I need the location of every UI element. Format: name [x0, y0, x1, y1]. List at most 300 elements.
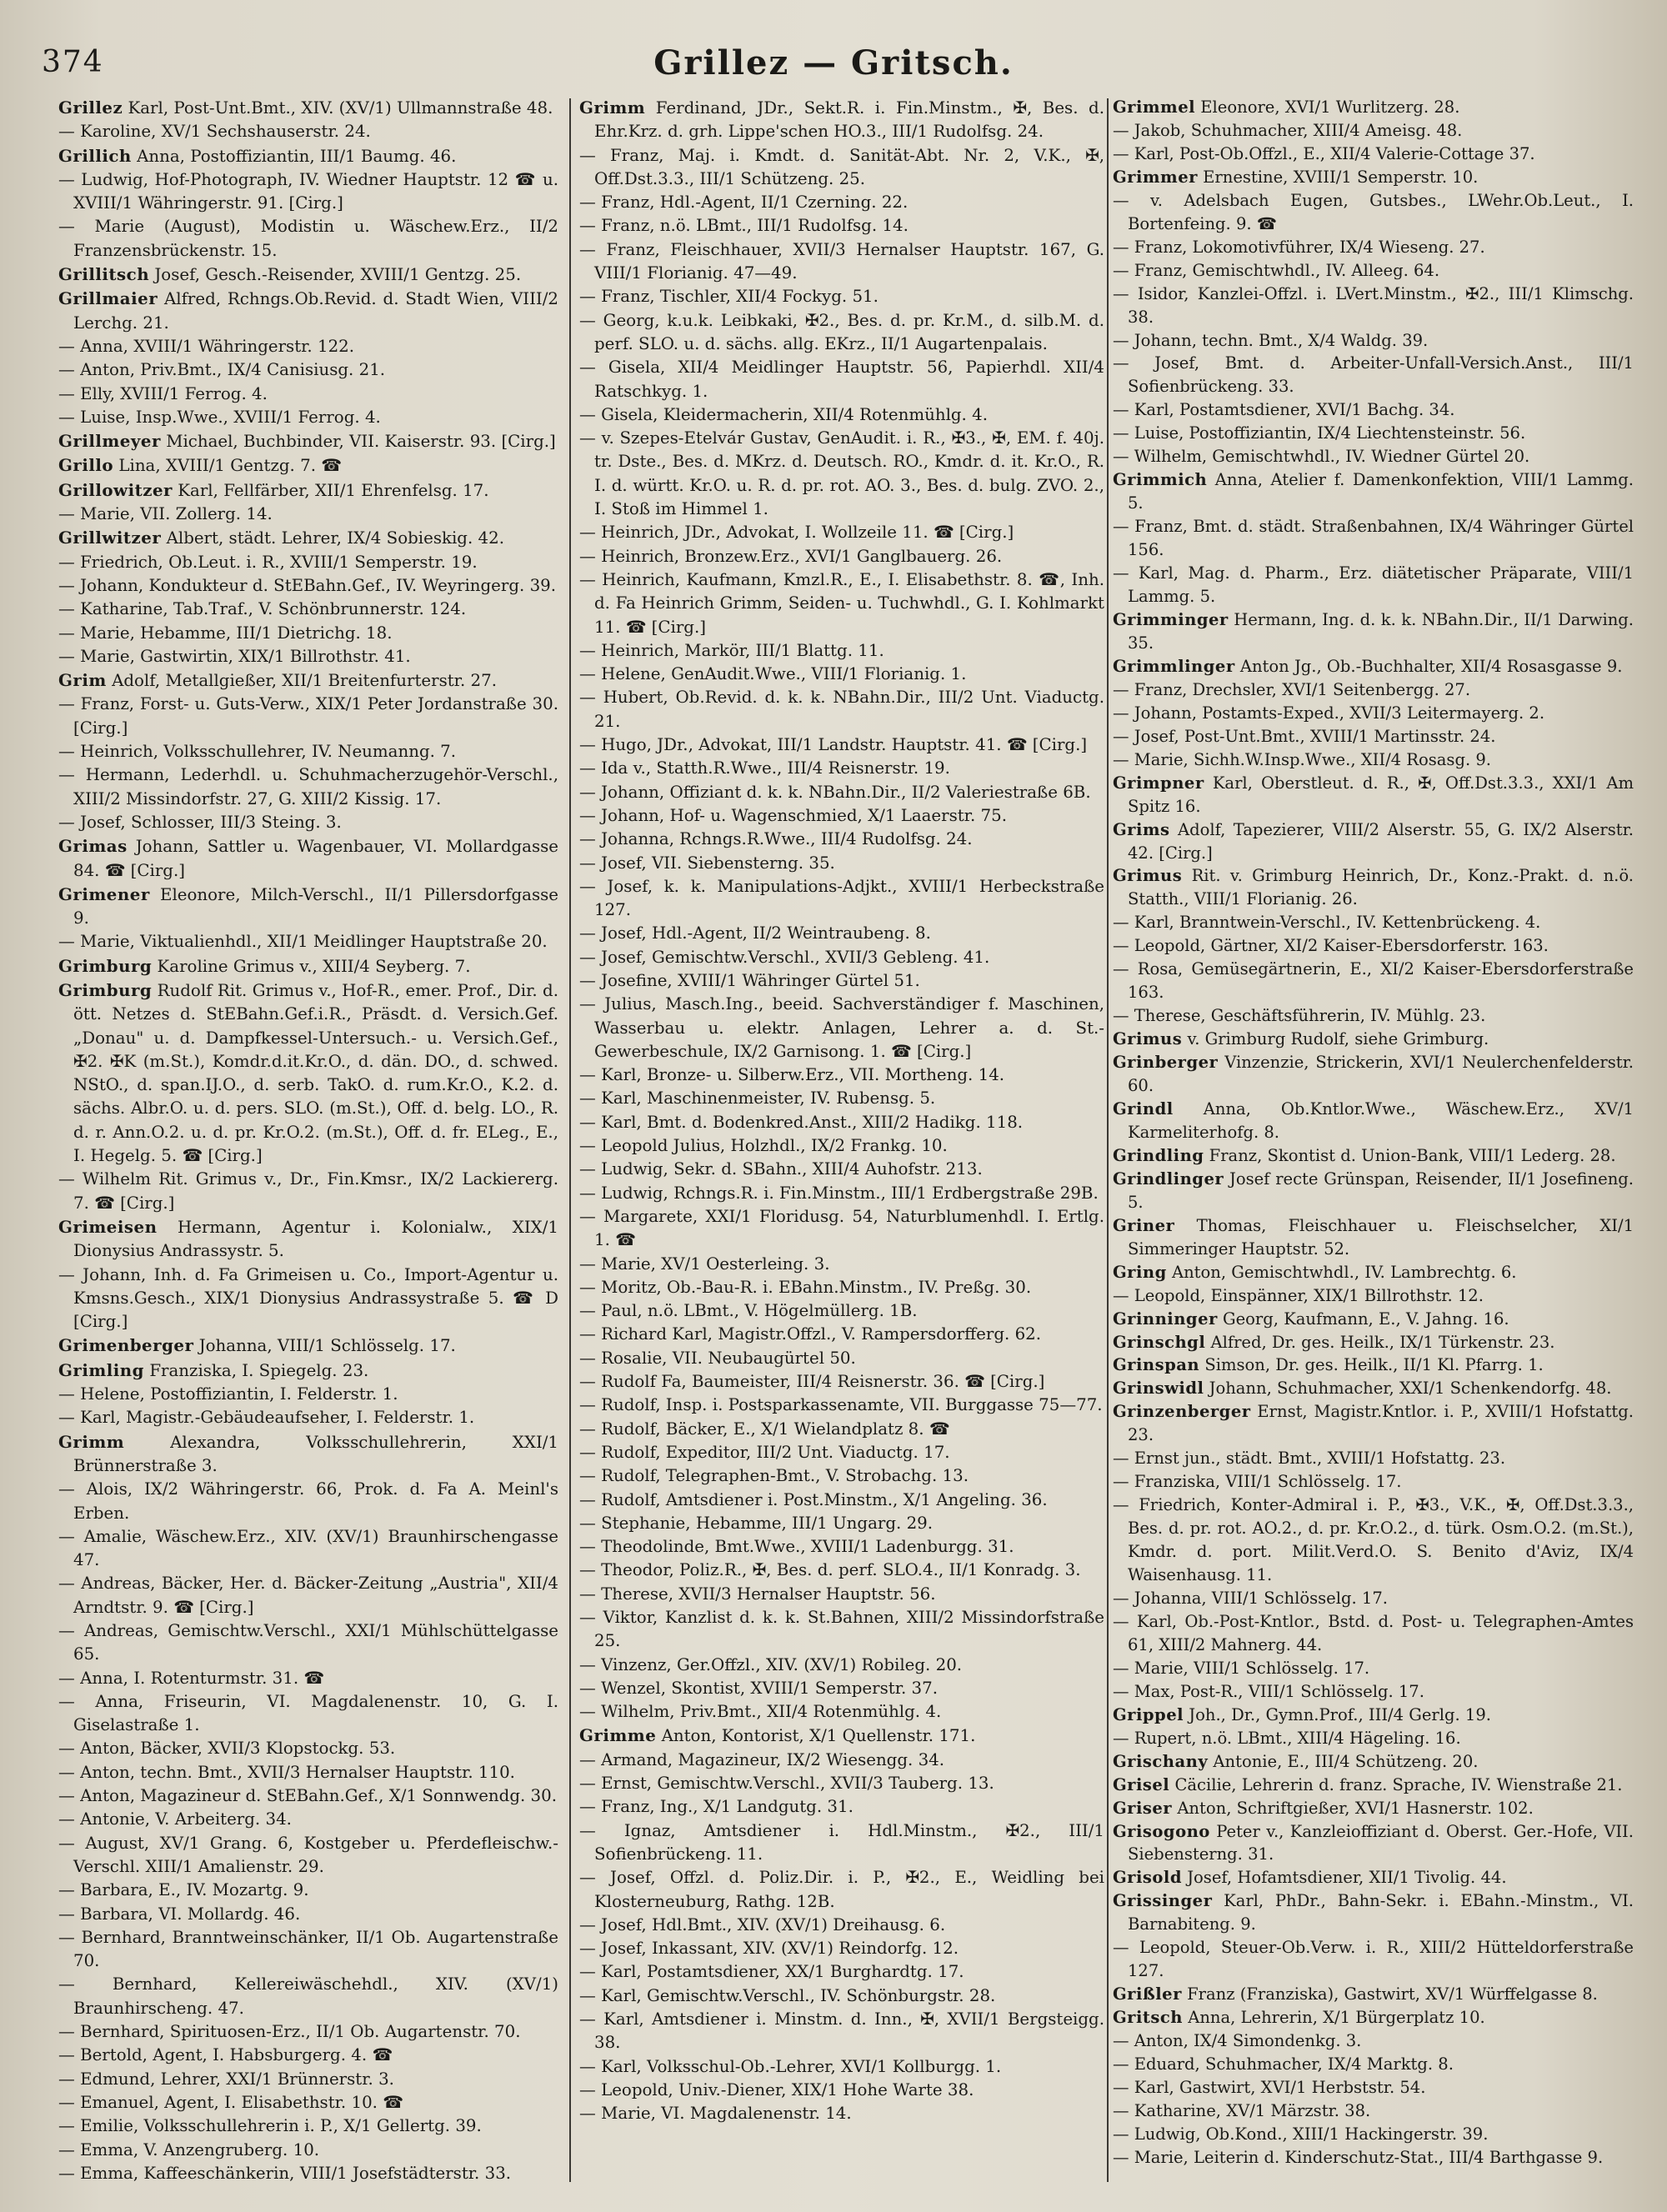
directory-entry: [58, 1406, 558, 1429]
entry-surname: Grinninger: [1113, 1309, 1218, 1329]
directory-entry: [1113, 1051, 1634, 1098]
entry-text: — Bernhard, Spirituosen-Erz., II/1 Ob. Augartenstr. 70.: [58, 2022, 521, 2042]
directory-entry: [58, 263, 558, 287]
entry-text: Anton Jg., Ob.-Buchhalter, XII/4 Rosasgasse 9.: [1239, 656, 1623, 676]
directory-entry: [579, 285, 1104, 308]
entry-text: — Karl, Volksschul-Ob.-Lehrer, XVI/1 Kollburgg. 1.: [579, 2056, 1002, 2076]
directory-entry: [579, 1182, 1104, 1205]
directory-entry: [58, 645, 558, 668]
directory-entry: [1113, 1447, 1634, 1470]
directory-entry: [579, 1960, 1104, 1984]
entry-text: Adolf, Metallgießer, XII/1 Breitenfurterstr. 27.: [112, 671, 497, 691]
directory-entry: [1113, 655, 1634, 678]
entry-text: Anna, Lehrerin, X/1 Bürgerplatz 10.: [1188, 2008, 1485, 2028]
directory-entry: [1113, 1680, 1634, 1704]
entry-surname: Grimm: [58, 1431, 125, 1452]
entry-text: — Marie, VII. Zollerg. 14.: [58, 504, 273, 524]
directory-entry: [1113, 1704, 1634, 1727]
directory-entry: [1113, 445, 1634, 468]
entry-text: — Georg, k.u.k. Leibkaki, ✠2., Bes. d. pr. Kr.M., d. silb.M. d. perf. SLO. u. d. sächs. allg. EKrz., II/1 Augartenpalais.: [579, 310, 1104, 353]
column-left: [58, 96, 558, 2196]
entry-text: — Karl, Mag. d. Pharm., Erz. diätetischer Präparate, VIII/1 Lammg. 5.: [1113, 563, 1634, 607]
directory-entry: [1113, 1028, 1634, 1051]
entry-surname: Grillwitzer: [58, 528, 162, 548]
directory-entry: [58, 1264, 558, 1334]
directory-entry: [1113, 562, 1634, 608]
entry-text: — Josef, Offzl. d. Poliz.Dir. i. P., ✠2., E., Weidling bei Klosterneuburg, Rathg. 12B.: [579, 1868, 1104, 1911]
entry-text: — Franz, Drechsler, XVI/1 Seitenbergg. 27.: [1113, 679, 1471, 699]
entry-text: — Wenzel, Skontist, XVIII/1 Semperstr. 37.: [579, 1678, 939, 1698]
entry-surname: Grim: [58, 670, 107, 691]
entry-text: — Ludwig, Sekr. d. SBahn., XIII/4 Auhofstr. 213.: [579, 1159, 983, 1179]
directory-entry: [579, 2055, 1104, 2079]
directory-entry: [1113, 2029, 1634, 2053]
entry-text: — Rudolf, Amtsdiener i. Post.Minstm., X/1 Angeling. 36.: [579, 1489, 1048, 1509]
directory-entry: [58, 598, 558, 621]
directory-entry: [1113, 96, 1634, 119]
directory-entry: [579, 1323, 1104, 1346]
entry-text: — Anton, techn. Bmt., XVII/3 Hernalser Hauptstr. 110.: [58, 1762, 515, 1782]
directory-entry: [1113, 1750, 1634, 1774]
entry-surname: Grimus: [1113, 866, 1183, 886]
entry-text: — Armand, Magazineur, IX/2 Wiesengg. 34.: [579, 1749, 945, 1769]
directory-entry: [58, 834, 558, 883]
directory-entry: [58, 1430, 558, 1479]
directory-entry: [579, 1134, 1104, 1158]
entry-text: — Luise, Postoffiziantin, IX/4 Liechtensteinstr. 56.: [1113, 423, 1526, 443]
directory-entry: [58, 335, 558, 358]
directory-entry: [579, 1535, 1104, 1559]
entry-text: — Franziska, VIII/1 Schlösselg. 17.: [1113, 1472, 1402, 1492]
directory-entry: [58, 144, 558, 168]
entry-text: Johann, Sattler u. Wagenbauer, VI. Mollardgasse 84. ☎ [Cirg.]: [73, 837, 558, 880]
entry-text: — Franz, Forst- u. Guts-Verw., XIX/1 Peter Jordanstraße 30. [Cirg.]: [58, 694, 558, 738]
directory-entry: [58, 1334, 558, 1358]
directory-entry: [58, 478, 558, 503]
entry-text: — Anna, I. Rotenturmstr. 31. ☎: [58, 1668, 325, 1688]
entry-text: — Rudolf, Expeditor, III/2 Unt. Viaductg. 17.: [579, 1442, 950, 1462]
entry-text: — Franz, Gemischtwhdl., IV. Allееg. 64.: [1113, 260, 1440, 280]
entry-surname: Grimmlinger: [1113, 656, 1235, 676]
entry-text: — Franz, Hdl.-Agent, II/1 Czerning. 22.: [579, 193, 909, 213]
directory-entry: [1113, 259, 1634, 283]
entry-text: Anna, Atelier f. Damenkonfektion, VIII/1 Lammg. 5.: [1128, 470, 1634, 513]
entry-surname: Grindlinger: [1113, 1169, 1224, 1189]
entry-text: — Katharine, XV/1 Märzstr. 38.: [1113, 2100, 1371, 2120]
entry-text: — Leopold, Gärtner, XI/2 Kaiser-Ebersdorferstr. 163.: [1113, 936, 1549, 956]
directory-entry: [579, 1984, 1104, 2008]
entry-surname: Grinswidl: [1113, 1379, 1204, 1399]
entry-text: — Emma, V. Anzengruberg. 10.: [58, 2139, 320, 2159]
entry-text: Alexandra, Volksschullehrerin, XXI/1 Brünnerstraße 3.: [73, 1432, 558, 1475]
entry-surname: Grimenberger: [58, 1335, 194, 1356]
entry-text: — Karl, Amtsdiener i. Minstm. d. Inn., ✠, XVII/1 Bergsteigg. 38.: [579, 2009, 1104, 2053]
entry-surname: Grinberger: [1113, 1053, 1219, 1073]
entry-text: — Anton, Magazineur d. StEBahn.Gef., X/1 Sonnwendg. 30.: [58, 1786, 558, 1806]
entry-text: Eleonore, Milch-Verschl., II/1 Pillersdorfgasse 9.: [73, 884, 558, 928]
directory-entry: [58, 668, 558, 693]
entry-text: Johanna, VIII/1 Schlösselg. 17.: [198, 1336, 456, 1356]
directory-entry: [579, 757, 1104, 780]
entry-surname: Grillo: [58, 455, 114, 476]
directory-entry: [1113, 1144, 1634, 1168]
directory-entry: [579, 2008, 1104, 2055]
entry-text: Cäcilie, Lehrerin d. franz. Sprache, IV. Wienstraße 21.: [1174, 1774, 1623, 1794]
directory-entry: [58, 383, 558, 406]
directory-entry: [1113, 1587, 1634, 1610]
entry-text: Karl, Fellfärber, XII/1 Ehrenfelsg. 17.: [178, 480, 489, 500]
entry-surname: Grinspan: [1113, 1355, 1200, 1375]
directory-entry: [58, 740, 558, 763]
entry-text: — Rudolf, Telegraphen-Bmt., V. Strobachg. 13.: [579, 1466, 969, 1486]
entry-surname: Gritsch: [1113, 2008, 1183, 2028]
directory-entry: [58, 2044, 558, 2067]
directory-entry: [1113, 1494, 1634, 1587]
directory-entry: [58, 526, 558, 550]
entry-surname: Grimburg: [58, 979, 153, 1000]
entry-text: Franz (Franziska), Gastwirt, XV/1 Würffelgasse 8.: [1187, 1984, 1598, 2004]
directory-entry: [58, 1215, 558, 1264]
entry-text: Lina, XVIII/1 Gentzg. 7. ☎: [118, 456, 342, 476]
entry-text: — Karl, Magistr.-Gebäudeaufseher, I. Felderstr. 1.: [58, 1408, 475, 1428]
entry-text: — Julius, Masch.Ing., beeid. Sachverständiger f. Maschinen, Wasserbau u. elektr. Anlagen, Lehrer a. d. St.-Gewerbeschule, IX/2 Garnisong. 1. ☎ [Cirg.]: [579, 994, 1104, 1061]
directory-entry: [1113, 1936, 1634, 1983]
entry-text: Ferdinand, JDr., Sekt.R. i. Fin.Minstm., ✠, Bes. d. Ehr.Krz. d. grh. Lippe'schen HO.3., III/1 Rudolfsg. 24.: [594, 98, 1104, 142]
entry-text: Simson, Dr. ges. Heilk., II/1 Kl. Pfarrg. 1.: [1204, 1355, 1544, 1375]
entry-text: — Rudolf, Insp. i. Postsparkassenamte, VII. Burggasse 75—77.: [579, 1395, 1103, 1415]
directory-entry: [1113, 1098, 1634, 1144]
entry-text: — Hugo, JDr., Advokat, III/1 Landstr. Hauptstr. 41. ☎ [Cirg.]: [579, 735, 1088, 755]
entry-surname: Grißler: [1113, 1984, 1182, 2004]
directory-entry: [58, 2114, 558, 2138]
entry-text: — Heinrich, JDr., Advokat, I. Wollzeile 11. ☎ [Cirg.]: [579, 523, 1014, 543]
directory-entry: [579, 804, 1104, 828]
directory-entry: [1113, 468, 1634, 515]
entry-surname: Griner: [1113, 1215, 1175, 1235]
directory-entry: [579, 1253, 1104, 1276]
directory-entry: [1113, 1866, 1634, 1889]
entry-text: — Therese, XVII/3 Hernalser Hauptstr. 56.: [579, 1584, 936, 1604]
directory-entry: [58, 1168, 558, 1215]
directory-entry: [1113, 1657, 1634, 1680]
directory-entry: [579, 545, 1104, 568]
directory-entry: [579, 1583, 1104, 1606]
entry-text: — Karl, Branntwein-Verschl., IV. Kettenbrückeng. 4.: [1113, 913, 1541, 933]
entry-text: — Heinrich, Bronzew.Erz., XVI/1 Ganglbauerg. 26.: [579, 546, 1003, 566]
directory-entry: [58, 2091, 558, 2114]
entry-text: — Johann, Kondukteur d. StEBahn.Gef., IV. Weyringerg. 39.: [58, 575, 557, 595]
entry-text: — Ernst, Gemischtw.Verschl., XVII/3 Tauberg. 13.: [579, 1774, 994, 1794]
entry-text: — Vinzenz, Ger.Offzl., XIV. (XV/1) Robileg. 20.: [579, 1654, 963, 1674]
directory-entry: [1113, 422, 1634, 445]
entry-text: — Andreas, Bäcker, Her. d. Bäcker-Zeitung „Austria", XII/4 Arndtstr. 9. ☎ [Cirg.]: [58, 1574, 558, 1617]
entry-text: — Ludwig, Ob.Kond., XIII/1 Hackingerstr. 39.: [1113, 2124, 1489, 2144]
entry-text: — Barbara, VI. Mollardg. 46.: [58, 1904, 301, 1924]
directory-entry: [1113, 1889, 1634, 1936]
directory-entry: [1113, 1168, 1634, 1214]
entry-text: — Emilie, Volksschullehrerin i. P., X/1 Gellertg. 39.: [58, 2116, 482, 2136]
directory-entry: [579, 1111, 1104, 1134]
entry-text: — Rudolf Fa, Baumeister, III/4 Reisnerstr. 36. ☎ [Cirg.]: [579, 1372, 1045, 1392]
directory-entry: [579, 922, 1104, 945]
entry-text: — Stephanie, Hebamme, III/1 Ungarg. 29.: [579, 1513, 934, 1533]
directory-entry: [579, 1158, 1104, 1181]
entry-surname: Grindl: [1113, 1098, 1174, 1119]
entry-text: Peter v., Kanzleioffiziant d. Oberst. Ger.-Hofe, VII. Siebensterng. 31.: [1128, 1821, 1634, 1864]
directory-entry: [579, 1937, 1104, 1960]
entry-text: Eleonore, XVI/1 Wurlitzerg. 28.: [1200, 98, 1460, 117]
directory-entry: [1113, 772, 1634, 818]
entry-surname: Grimburg: [58, 955, 153, 976]
entry-text: — Anton, IX/4 Simondenkg. 3.: [1113, 2031, 1362, 2051]
directory-entry: [1113, 1261, 1634, 1284]
directory-entry: [58, 1359, 558, 1383]
directory-entry: [1113, 702, 1634, 725]
entry-surname: Grillmeyer: [58, 431, 161, 452]
entry-text: Ernestine, XVIII/1 Semperstr. 10.: [1203, 167, 1479, 187]
entry-surname: Gring: [1113, 1262, 1167, 1282]
directory-entry: [1113, 236, 1634, 259]
directory-entry: [1113, 2006, 1634, 2029]
entry-surname: Griser: [1113, 1798, 1173, 1818]
entry-text: — Paul, n.ö. LBmt., V. Högelmüllerg. 1B.: [579, 1301, 918, 1321]
directory-entry: [579, 521, 1104, 544]
directory-entry: [1113, 1610, 1634, 1657]
directory-entry: [579, 663, 1104, 686]
entry-text: Alfred, Dr. ges. Heilk., IX/1 Türkenstr. 23.: [1210, 1332, 1555, 1352]
entry-text: — Ludwig, Hof-Photograph, IV. Wiedner Hauptstr. 12 ☎ u. XVIII/1 Währingerstr. 91. [Cirg.]: [58, 169, 558, 213]
entry-text: Michael, Buchbinder, VII. Kaiserstr. 93. [Cirg.]: [166, 432, 556, 452]
entry-surname: Grimm: [579, 98, 646, 118]
directory-entry: [579, 1063, 1104, 1087]
directory-entry: [579, 2079, 1104, 2102]
entry-text: — Franz, n.ö. LBmt., III/1 Rudolfsg. 14.: [579, 216, 909, 236]
directory-entry: [58, 1832, 558, 1879]
directory-entry: [579, 403, 1104, 427]
entry-surname: Grissinger: [1113, 1891, 1213, 1911]
entry-text: — Karl, Bmt. d. Bodenkred.Anst., XIII/2 Hadikg. 118.: [579, 1112, 1024, 1132]
directory-entry: [58, 1667, 558, 1690]
entry-surname: Grippel: [1113, 1704, 1184, 1724]
entry-text: — Isidor, Kanzlei-Offzl. i. LVert.Minstm., ✠2., III/1 Klimschg. 38.: [1113, 283, 1634, 327]
entry-text: Rudolf Rit. Grimus v., Hof-R., emer. Prof., Dir. d. ött. Netzes d. StEBahn.Gef.i.R., Präsdt. d. Versich.Gef. „Donau" u. d. Dampfkessel-Untersuch.- u. Versich.Gef., ✠2. ✠K (m.St.), Komdr.d.it.Kr.O., d. dän. DO., d. schwed. NStO., d. span.IJ.O., d. serb. TakO. d. rum.Kr.O., K.2. d. sächs. Albr.O. u. d. pers. SLO. (m.St.), Off. d. belg. LO., R. d. r. Ann.O.2. u. d. pr. Kr.O.2. (m.St.), Off. d. fr. ELeg., E., I. Hegelg. 5. ☎ [Cirg.]: [73, 980, 558, 1166]
directory-entry: [58, 429, 558, 453]
entry-text: — Bernhard, Kellereiwäschehdl., XIV. (XV/1) Braunhirscheng. 47.: [58, 1974, 558, 2018]
entry-text: — Johann, Offiziant d. k. k. NBahn.Dir., II/2 Valeriestraße 6B.: [579, 782, 1091, 802]
directory-entry: [1113, 283, 1634, 329]
directory-entry: [58, 1973, 558, 2020]
page-number: 374: [42, 45, 104, 79]
entry-text: — Franz, Maj. i. Kmdt. d. Sanität-Abt. Nr. 2, V.K., ✠, Off.Dst.3.3., III/1 Schützeng. 25.: [579, 145, 1104, 188]
entry-text: Hermann, Ing. d. k. k. NBahn.Dir., II/1 Darwing. 35.: [1128, 609, 1634, 653]
entry-text: — Marie, Leiterin d. Kinderschutz-Stat., III/4 Barthgasse 9.: [1113, 2147, 1604, 2167]
entry-surname: Grillmaier: [58, 288, 158, 309]
entry-text: — Gisela, Kleidermacherin, XII/4 Rotenmühlg. 4.: [579, 404, 989, 424]
directory-entry: [58, 763, 558, 811]
directory-entry: [58, 2020, 558, 2044]
directory-entry: [58, 693, 558, 740]
directory-entry: [58, 811, 558, 834]
directory-entry: [579, 852, 1104, 875]
directory-entry: [579, 639, 1104, 663]
entry-text: Albert, städt. Lehrer, IX/4 Sobieskig. 42.: [166, 528, 504, 548]
directory-entry: [579, 1677, 1104, 1700]
entry-text: — v. Szepes-Etelvár Gustav, GenAudit. i. R., ✠3., ✠, EM. f. 40j. tr. Dste., Bes. d. MKrz. d. Deutsch. RO., Kmdr. d. it. Kr.O., R. I. d. württ. Kr.O. u. R. d. pr. rot. AO. 3., Bes. d. bulg. ZVO. 2., I. Stoß im Himmel 1.: [579, 428, 1104, 519]
entry-surname: Grillitsch: [58, 264, 150, 285]
entry-text: — Josef, VII. Siebensterng. 35.: [579, 853, 835, 873]
entry-text: Johann, Schuhmacher, XXI/1 Schenkendorfg. 48.: [1209, 1379, 1612, 1399]
entry-text: v. Grimburg Rudolf, siehe Grimburg.: [1187, 1029, 1489, 1049]
directory-entry: [58, 503, 558, 526]
directory-entry: [579, 96, 1104, 144]
directory-entry: [1113, 911, 1634, 934]
directory-entry: [1113, 119, 1634, 143]
entry-text: — Margarete, XXI/1 Floridusg. 54, Naturblumenhdl. I. Ertlg. 1. ☎: [579, 1206, 1104, 1250]
directory-entry: [579, 214, 1104, 238]
directory-entry: [58, 978, 558, 1168]
entry-text: — Marie, Hebamme, III/1 Dietrichg. 18.: [58, 623, 393, 643]
directory-entry: [579, 1205, 1104, 1253]
directory-entry: [579, 1700, 1104, 1724]
entry-text: Joh., Dr., Gymn.Prof., III/4 Gerlg. 19.: [1189, 1704, 1491, 1724]
directory-entry: [1113, 2099, 1634, 2123]
directory-entry: [1113, 818, 1634, 865]
directory-entry: [579, 1347, 1104, 1370]
directory-entry: [1113, 1797, 1634, 1820]
directory-entry: [1113, 1400, 1634, 1447]
directory-entry: [579, 1772, 1104, 1795]
entry-text: Anton, Gemischtwhdl., IV. Lambrechtg. 6.: [1171, 1262, 1517, 1282]
entry-surname: Grischany: [1113, 1751, 1209, 1771]
entry-text: — Johann, Postamts-Exped., XVII/3 Leitermayerg. 2.: [1113, 703, 1545, 723]
directory-entry: [58, 1572, 558, 1619]
entry-surname: Grisold: [1113, 1868, 1182, 1888]
directory-entry: [579, 1489, 1104, 1512]
directory-entry: [1113, 2053, 1634, 2076]
entry-surname: Grimling: [58, 1359, 145, 1380]
directory-entry: [58, 287, 558, 335]
entry-text: — Anton, Bäcker, XVII/3 Klopstockg. 53.: [58, 1739, 396, 1759]
entry-surname: Grimminger: [1113, 609, 1229, 629]
entry-text: — Eduard, Schuhmacher, IX/4 Marktg. 8.: [1113, 2054, 1454, 2074]
directory-entry: [579, 1441, 1104, 1464]
entry-text: — Jakob, Schuhmacher, XIII/4 Ameisg. 48.: [1113, 120, 1463, 140]
entry-text: — Marie, Sichh.W.Insp.Wwe., XII/4 Rosasg. 9.: [1113, 749, 1492, 769]
entry-text: Hermann, Agentur i. Kolonialw., XIX/1 Dionysius Andrassystr. 5.: [73, 1217, 558, 1261]
entry-text: — Franz, Ing., X/1 Landgutg. 31.: [579, 1797, 854, 1817]
entry-text: Karoline Grimus v., XIII/4 Seyberg. 7.: [157, 956, 471, 976]
entry-text: — Hermann, Lederhdl. u. Schuhmacherzugehör-Verschl., XIII/2 Missindorfstr. 27, G. XIII/2 Kissig. 17.: [58, 765, 558, 808]
entry-text: — Edmund, Lehrer, XXI/1 Brünnerstr. 3.: [58, 2069, 394, 2089]
directory-entry: [1113, 958, 1634, 1004]
entry-text: — Marie (August), Modistin u. Wäschew.Erz., II/2 Franzensbrückenstr. 15.: [58, 217, 558, 260]
running-head: Grillez — Gritsch.: [653, 43, 1014, 83]
directory-entry: [58, 1784, 558, 1808]
directory-entry: [1113, 398, 1634, 422]
entry-text: — Karl, Postamtsdiener, XVI/1 Bachg. 34.: [1113, 400, 1455, 420]
entry-surname: Grimus: [1113, 1029, 1183, 1049]
entry-text: — Josefine, XVIII/1 Währinger Gürtel 51.: [579, 970, 920, 990]
entry-surname: Grimas: [58, 836, 128, 857]
entry-text: — Katharine, Tab.Traf., V. Schönbrunnerstr. 124.: [58, 599, 467, 619]
entry-text: — Richard Karl, Magistr.Offzl., V. Rampersdorfferg. 62.: [579, 1324, 1042, 1344]
entry-text: Anton, Kontorist, X/1 Quellenstr. 171.: [661, 1726, 976, 1746]
directory-entry: [58, 551, 558, 574]
entry-text: — Bertold, Agent, I. Habsburgerg. 4. ☎: [58, 2045, 393, 2065]
directory-entry: [579, 309, 1104, 357]
directory-entry: [58, 96, 558, 120]
entry-text: — Josef, k. k. Manipulations-Adjkt., XVIII/1 Herbeckstraße 127.: [579, 876, 1104, 920]
entry-text: — Josef, Gemischtw.Verschl., XVII/3 Gebleng. 41.: [579, 947, 990, 967]
entry-text: — Barbara, E., IV. Mozartg. 9.: [58, 1880, 309, 1900]
directory-entry: [58, 574, 558, 598]
entry-text: Karl, Oberstleut. d. R., ✠, Off.Dst.3.3., XXI/1 Am Spitz 16.: [1128, 773, 1634, 816]
entry-text: — Friedrich, Konter-Admiral i. P., ✠3., V.K., ✠, Off.Dst.3.3., Bes. d. pr. rot. AO.2., d. pr. Kr.O.2., d. türk. Osm.O.2. (m.St.), Kmdr. d. port. Milit.Verd.O. S. Benito d'Aviz, IX/4 Waisenhausg. 11.: [1113, 1495, 1634, 1585]
directory-entry: [58, 1761, 558, 1784]
entry-text: Ernst, Magistr.Kntlor. i. P., XVIII/1 Hofstattg. 23.: [1128, 1402, 1634, 1445]
entry-text: Georg, Kaufmann, E., V. Jahng. 16.: [1223, 1309, 1509, 1329]
directory-entry: [58, 1690, 558, 1738]
directory-entry: [58, 2139, 558, 2162]
entry-surname: Grimmel: [1113, 98, 1196, 117]
directory-entry: [579, 1654, 1104, 1677]
directory-entry: [1113, 1774, 1634, 1797]
entry-surname: Grimeisen: [58, 1216, 158, 1237]
entry-surname: Grisel: [1113, 1774, 1170, 1794]
directory-entry: [579, 238, 1104, 286]
entry-text: — Josef, Schlosser, III/3 Steing. 3.: [58, 812, 342, 832]
entry-text: — Rudolf, Bäcker, E., X/1 Wielandplatz 8. ☎: [579, 1419, 950, 1439]
entry-text: — Friedrich, Ob.Leut. i. R., XVIII/1 Semperstr. 19.: [58, 552, 478, 572]
entry-text: Anna, Ob.Kntlor.Wwe., Wäschew.Erz., XV/1 Karmeliterhofg. 8.: [1128, 1098, 1634, 1142]
entry-text: — Johanna, VIII/1 Schlösselg. 17.: [1113, 1589, 1388, 1608]
entry-text: — Marie, Viktualienhdl., XII/1 Meidlinger Hauptstraße 20.: [58, 932, 548, 952]
directory-entry: [58, 1879, 558, 1902]
entry-text: — August, XV/1 Grang. 6, Kostgeber u. Pferdefleischw.-Verschl. XIII/1 Amalienstr. 29.: [58, 1833, 558, 1876]
directory-entry: [1113, 2123, 1634, 2146]
entry-text: — Franz, Lokomotivführer, IX/4 Wieseng. 27.: [1113, 237, 1485, 257]
entry-text: — Franz, Bmt. d. städt. Straßenbahnen, IX/4 Währinger Gürtel 156.: [1113, 517, 1634, 560]
entry-text: — Heinrich, Volksschullehrer, IV. Neumanng. 7.: [58, 742, 457, 762]
entry-text: Josef, Gesch.-Reisender, XVIII/1 Gentzg. 25.: [154, 265, 522, 285]
entry-text: — Ernst jun., städt. Bmt., XVIII/1 Hofstattg. 23.: [1113, 1449, 1506, 1469]
directory-entry: [1113, 2076, 1634, 2099]
directory-entry: [1113, 2146, 1634, 2169]
entry-text: Alfred, Rchngs.Ob.Revid. d. Stadt Wien, VIII/2 Lerchg. 21.: [73, 289, 558, 333]
entry-text: Franz, Skontist d. Union-Bank, VIII/1 Lederg. 28.: [1209, 1145, 1616, 1165]
entry-text: Thomas, Fleischhauer u. Fleischselcher, XI/1 Simmeringer Hauptstr. 52.: [1128, 1215, 1634, 1259]
entry-text: — Theodor, Poliz.R., ✠, Bes. d. perf. SLO.4., II/1 Konradg. 3.: [579, 1560, 1081, 1580]
entry-text: — Ignaz, Amtsdiener i. Hdl.Minstm., ✠2., III/1 Sofienbrückeng. 11.: [579, 1820, 1104, 1864]
entry-text: — Franz, Tischler, XII/4 Fockyg. 51.: [579, 287, 879, 307]
directory-entry: [1113, 1727, 1634, 1750]
directory-entry: [579, 828, 1104, 851]
directory-entry: [579, 946, 1104, 969]
column-rule: [569, 98, 571, 2182]
entry-surname: Grillich: [58, 145, 132, 166]
column-middle: [579, 96, 1104, 2196]
entry-text: — Marie, VIII/1 Schlösselg. 17.: [1113, 1658, 1370, 1678]
entry-text: — Johanna, Rchngs.R.Wwe., III/4 Rudolfsg. 24.: [579, 829, 973, 849]
directory-entry: [58, 2068, 558, 2091]
entry-text: — Ida v., Statth.R.Wwe., III/4 Reisnerstr. 19.: [579, 758, 950, 778]
entry-text: — Therese, Geschäftsführerin, IV. Mühlg. 23.: [1113, 1006, 1486, 1026]
entry-surname: Grillez: [58, 98, 123, 118]
directory-entry: [58, 1525, 558, 1573]
directory-entry: [579, 568, 1104, 639]
directory-entry: [1113, 1004, 1634, 1028]
directory-entry: [579, 1724, 1104, 1748]
